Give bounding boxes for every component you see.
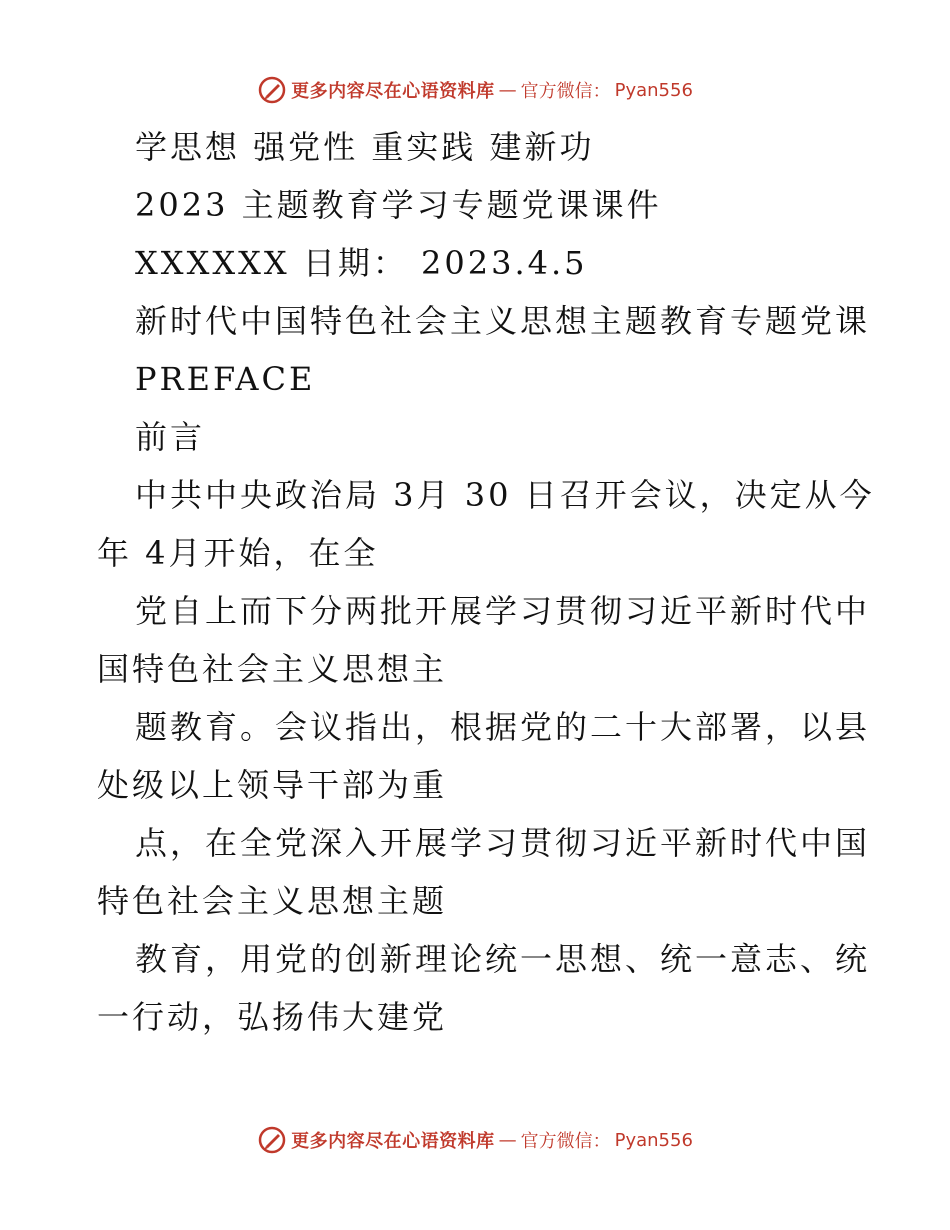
doc-line: 处级以上领导干部为重 (97, 766, 448, 804)
doc-line: 教育，用党的创新理论统一思想、统一意志、统 (135, 940, 871, 978)
doc-line: 题教育。会议指出，根据党的二十大部署，以县 (135, 708, 871, 746)
doc-line: XXXXXX 日期： 2023.4.5 (135, 244, 588, 282)
doc-line: 前言 (135, 418, 206, 456)
doc-line: 国特色社会主义思想主 (97, 650, 448, 688)
doc-line: 一行动，弘扬伟大建党 (97, 998, 448, 1036)
doc-line: 2023 主题教育学习专题党课课件 (135, 186, 662, 224)
watermark-title: 更多内容尽在心语资料库 (291, 1131, 495, 1152)
quill-seal-icon (257, 1125, 287, 1155)
document-body (97, 118, 875, 1046)
watermark-title: 更多内容尽在心语资料库 (291, 81, 495, 102)
doc-line: PREFACE (135, 360, 316, 398)
watermark-wechat-label: 官方微信： (520, 1131, 611, 1152)
watermark-footer (0, 1120, 950, 1160)
doc-line: 党自上而下分两批开展学习贯彻习近平新时代中 (135, 592, 871, 630)
watermark-wechat-id: Pyan556 (614, 1129, 693, 1151)
doc-line: 中共中央政治局 3月 30 日召开会议，决定从今 (135, 476, 875, 514)
doc-line: 年 4月开始，在全 (97, 534, 379, 572)
watermark-wechat-id: Pyan556 (614, 79, 693, 101)
watermark-dash: — (498, 1129, 517, 1151)
watermark-dash: — (498, 79, 517, 101)
doc-line: 新时代中国特色社会主义思想主题教育专题党课 (135, 302, 871, 340)
doc-line: 点，在全党深入开展学习贯彻习近平新时代中国 (135, 824, 871, 862)
doc-line: 特色社会主义思想主题 (97, 882, 448, 920)
quill-seal-icon (257, 75, 287, 105)
watermark-wechat-label: 官方微信： (520, 81, 611, 102)
watermark-header (0, 70, 950, 110)
doc-line: 学思想 强党性 重实践 建新功 (135, 128, 595, 166)
